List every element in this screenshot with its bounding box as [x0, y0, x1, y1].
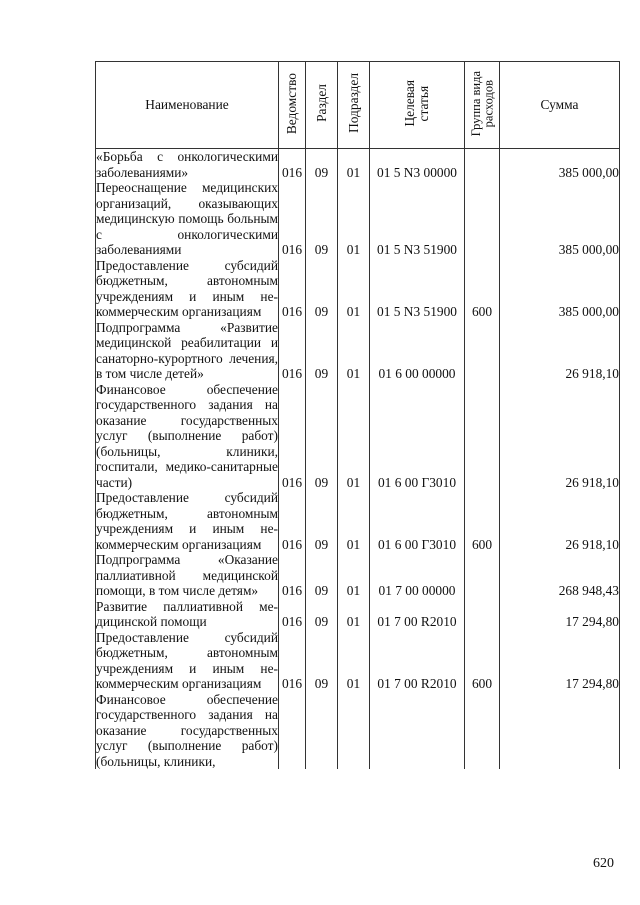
table-row [96, 552, 620, 599]
table-header-row [96, 62, 620, 149]
row-name: «Борьба с онкологическими заболеваниями» [96, 149, 278, 180]
row-target: 01 6 00 Г3010 [370, 490, 465, 552]
row-target: 01 7 00 00000 [370, 552, 465, 599]
row-group [465, 692, 500, 770]
row-name: Предоставление субсидий бюджетным, автономным учреждениям и иным некоммерческим организациям [96, 490, 278, 552]
header-section: Раздел [306, 62, 338, 149]
row-dept: 016 [279, 490, 306, 552]
header-group: Группа вида расходов [465, 62, 500, 149]
row-subsection: 01 [338, 320, 370, 382]
row-target: 01 5 N3 00000 [370, 149, 465, 181]
row-sum: 385 000,00 [500, 180, 620, 258]
row-dept: 016 [279, 180, 306, 258]
row-dept [279, 692, 306, 770]
header-target: Целевая статья [370, 62, 465, 149]
table-row [96, 382, 620, 491]
table-row [96, 630, 620, 692]
row-section: 09 [306, 630, 338, 692]
row-target: 01 7 00 R2010 [370, 630, 465, 692]
row-section: 09 [306, 599, 338, 630]
row-dept: 016 [279, 552, 306, 599]
row-dept: 016 [279, 630, 306, 692]
row-name: Подпрограмма «Развитие медицинской реабилитации и санаторно-курортного лечения, в том числе детей» [96, 319, 278, 381]
row-subsection: 01 [338, 258, 370, 320]
row-target: 01 5 N3 51900 [370, 258, 465, 320]
row-group [465, 180, 500, 258]
row-group [465, 149, 500, 181]
row-sum [500, 692, 620, 770]
row-section [306, 692, 338, 770]
row-target [370, 692, 465, 770]
row-subsection: 01 [338, 552, 370, 599]
row-name: Предоставление субсидий бюджетным, автономным учреждениям и иным некоммерческим организациям [96, 629, 278, 691]
row-sum: 385 000,00 [500, 149, 620, 181]
header-subsection: Подраздел [338, 62, 370, 149]
row-section: 09 [306, 149, 338, 181]
row-group [465, 599, 500, 630]
row-sum: 26 918,10 [500, 490, 620, 552]
row-sum: 268 948,43 [500, 552, 620, 599]
row-group: 600 [465, 630, 500, 692]
row-dept: 016 [279, 599, 306, 630]
row-subsection [338, 692, 370, 770]
row-subsection: 01 [338, 180, 370, 258]
row-subsection: 01 [338, 382, 370, 491]
row-target: 01 6 00 00000 [370, 320, 465, 382]
row-section: 09 [306, 382, 338, 491]
row-group [465, 320, 500, 382]
budget-table [95, 61, 620, 769]
row-subsection: 01 [338, 599, 370, 630]
row-sum: 17 294,80 [500, 599, 620, 630]
table-row [96, 320, 620, 382]
row-dept: 016 [279, 149, 306, 181]
row-sum: 26 918,10 [500, 382, 620, 491]
row-name: Развитие паллиативной медицинской помощи [96, 598, 278, 629]
row-name: Подпрограмма «Оказание паллиативной медицинской помощи, в том числе детям» [96, 552, 278, 598]
row-sum: 26 918,10 [500, 320, 620, 382]
row-name: Финансовое обеспечение государственного задания на оказание государственных услуг (выполнение работ) (больницы, клиники, [96, 691, 278, 769]
row-group: 600 [465, 490, 500, 552]
table-row [96, 490, 620, 552]
row-dept: 016 [279, 258, 306, 320]
row-section: 09 [306, 552, 338, 599]
row-name: Финансовое обеспечение государственного задания на оказание государственных услуг (выполнение работ) (больницы, клиники, госпитали, медико-санитарные части) [96, 381, 278, 490]
row-target: 01 5 N3 51900 [370, 180, 465, 258]
table-row [96, 692, 620, 770]
row-name: Переоснащение медицинских организаций, оказывающих медицинскую помощь больным с онкологическими заболеваниями [96, 180, 278, 257]
table-row [96, 149, 620, 181]
row-subsection: 01 [338, 149, 370, 181]
table-row [96, 599, 620, 630]
row-target: 01 7 00 R2010 [370, 599, 465, 630]
header-dept: Ведомство [279, 62, 306, 149]
table-row [96, 180, 620, 258]
row-section: 09 [306, 258, 338, 320]
row-subsection: 01 [338, 490, 370, 552]
row-dept: 016 [279, 382, 306, 491]
table-row [96, 258, 620, 320]
row-sum: 385 000,00 [500, 258, 620, 320]
row-dept: 016 [279, 320, 306, 382]
row-group: 600 [465, 258, 500, 320]
header-sum: Сумма [500, 62, 620, 149]
row-name: Предоставление субсидий бюджетным, автономным учреждениям и иным некоммерческим организациям [96, 257, 278, 319]
row-group [465, 382, 500, 491]
row-target: 01 6 00 Г3010 [370, 382, 465, 491]
header-name: Наименование [96, 62, 279, 149]
row-sum: 17 294,80 [500, 630, 620, 692]
page-number: 620 [593, 856, 614, 871]
row-section: 09 [306, 320, 338, 382]
row-group [465, 552, 500, 599]
row-section: 09 [306, 180, 338, 258]
row-subsection: 01 [338, 630, 370, 692]
row-section: 09 [306, 490, 338, 552]
